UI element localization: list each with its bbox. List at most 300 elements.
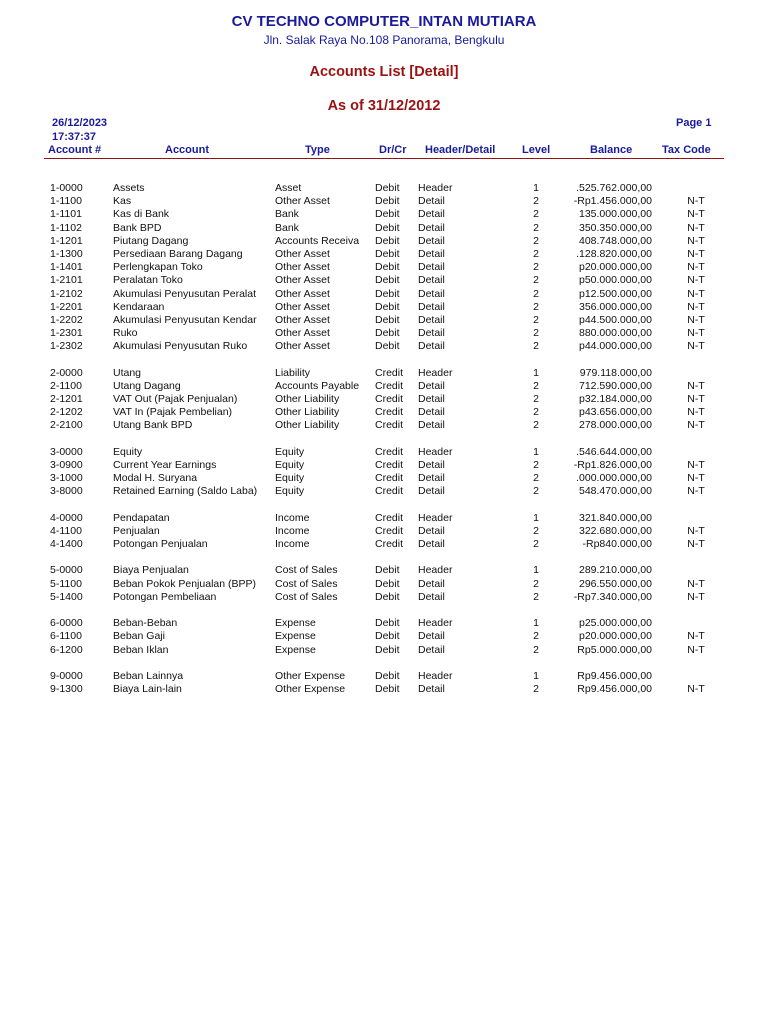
cell-type: Equity: [275, 472, 305, 485]
account-group: [0, 512, 768, 552]
account-group: [0, 564, 768, 604]
cell-account-name: Kas di Bank: [113, 208, 170, 221]
cell-account-name: Potongan Pembeliaan: [113, 590, 217, 603]
cell-tax-code: N-T: [687, 485, 705, 498]
cell-header-detail: Detail: [418, 274, 445, 287]
cell-header-detail: Detail: [418, 577, 445, 590]
table-row: [0, 340, 768, 353]
cell-balance: p25.000.000,00: [579, 617, 652, 630]
cell-account-number: 1-1201: [50, 234, 83, 247]
cell-level: 2: [533, 538, 539, 551]
cell-balance: -Rp840.000,00: [582, 538, 652, 551]
cell-account-number: 1-2302: [50, 340, 83, 353]
cell-account-name: Akumulasi Penyusutan Ruko: [113, 340, 248, 353]
cell-account-name: Perlengkapan Toko: [113, 261, 203, 274]
cell-header-detail: Detail: [418, 234, 445, 247]
cell-account-name: Pendapatan: [113, 511, 170, 524]
cell-drcr: Credit: [375, 524, 404, 537]
cell-balance: 548.470.000,00: [579, 485, 652, 498]
table-row: [0, 274, 768, 287]
cell-level: 2: [533, 327, 539, 340]
cell-level: 2: [533, 406, 539, 419]
cell-type: Other Asset: [275, 340, 330, 353]
cell-level: 2: [533, 234, 539, 247]
cell-header-detail: Header: [418, 366, 453, 379]
accounts-table: [0, 182, 768, 710]
cell-level: 2: [533, 630, 539, 643]
cell-level: 2: [533, 247, 539, 260]
col-drcr: Dr/Cr: [379, 144, 407, 156]
cell-header-detail: Detail: [418, 313, 445, 326]
cell-header-detail: Detail: [418, 247, 445, 260]
cell-drcr: Credit: [375, 393, 404, 405]
table-row: [0, 222, 768, 235]
table-row: [0, 591, 768, 604]
cell-tax-code: N-T: [687, 538, 705, 551]
cell-tax-code: N-T: [687, 643, 705, 656]
cell-drcr: Credit: [375, 458, 404, 471]
cell-tax-code: N-T: [687, 379, 705, 392]
table-row: [0, 617, 768, 630]
cell-type: Accounts Payable: [275, 379, 360, 392]
cell-drcr: Debit: [375, 221, 400, 234]
cell-account-name: Modal H. Suryana: [113, 472, 198, 485]
cell-tax-code: N-T: [687, 458, 705, 471]
cell-drcr: Credit: [375, 406, 404, 419]
cell-header-detail: Detail: [418, 221, 445, 234]
table-row: [0, 419, 768, 432]
cell-tax-code: N-T: [687, 234, 705, 247]
cell-level: 2: [533, 261, 539, 274]
table-row: [0, 195, 768, 208]
cell-header-detail: Detail: [418, 419, 445, 432]
cell-type: Expense: [275, 630, 316, 643]
cell-header-detail: Detail: [418, 393, 445, 405]
cell-account-name: Ruko: [113, 327, 138, 340]
cell-type: Other Asset: [275, 287, 330, 300]
cell-tax-code: N-T: [687, 300, 705, 313]
cell-type: Income: [275, 538, 310, 551]
cell-type: Accounts Receiva: [275, 234, 360, 247]
col-account-number: Account #: [48, 144, 102, 156]
table-row: [0, 248, 768, 261]
table-row: [0, 644, 768, 657]
cell-balance: 350.350.000,00: [579, 221, 652, 234]
cell-tax-code: N-T: [687, 393, 705, 405]
cell-balance: p32.184.000,00: [579, 393, 652, 405]
header-divider: [44, 158, 724, 159]
cell-header-detail: Header: [418, 445, 453, 458]
cell-header-detail: Detail: [418, 538, 445, 551]
col-account: Account: [165, 144, 209, 156]
cell-account-number: 5-1100: [50, 577, 82, 590]
cell-balance: p20.000.000,00: [579, 261, 652, 274]
cell-level: 2: [533, 393, 539, 405]
cell-level: 2: [533, 590, 539, 603]
cell-header-detail: Detail: [418, 524, 445, 537]
cell-header-detail: Detail: [418, 208, 445, 221]
cell-header-detail: Detail: [418, 379, 445, 392]
cell-balance: .128.820.000,00: [576, 247, 652, 260]
cell-level: 2: [533, 221, 539, 234]
cell-drcr: Credit: [375, 419, 404, 432]
cell-drcr: Credit: [375, 538, 404, 551]
cell-drcr: Debit: [375, 208, 400, 221]
cell-balance: -Rp1.826.000,00: [573, 458, 652, 471]
cell-drcr: Debit: [375, 261, 400, 274]
cell-header-detail: Detail: [418, 300, 445, 313]
cell-header-detail: Detail: [418, 195, 445, 208]
cell-tax-code: N-T: [687, 195, 705, 208]
cell-header-detail: Header: [418, 511, 453, 524]
page-number: Page 1: [676, 117, 712, 129]
cell-tax-code: N-T: [687, 340, 705, 353]
cell-tax-code: N-T: [687, 274, 705, 287]
cell-level: 2: [533, 300, 539, 313]
cell-header-detail: Detail: [418, 472, 445, 485]
cell-drcr: Debit: [375, 577, 400, 590]
account-group: [0, 182, 768, 353]
cell-tax-code: N-T: [687, 590, 705, 603]
cell-level: 2: [533, 458, 539, 471]
cell-header-detail: Detail: [418, 327, 445, 340]
cell-account-number: 1-1100: [50, 195, 82, 208]
cell-account-name: Peralatan Toko: [113, 274, 183, 287]
cell-drcr: Debit: [375, 234, 400, 247]
table-row: [0, 380, 768, 393]
cell-balance: p44.000.000,00: [579, 340, 652, 353]
cell-tax-code: N-T: [687, 524, 705, 537]
col-tax-code: Tax Code: [662, 144, 711, 156]
cell-drcr: Debit: [375, 313, 400, 326]
cell-account-number: 1-2202: [50, 313, 83, 326]
table-row: [0, 314, 768, 327]
cell-balance: -Rp7.340.000,00: [573, 590, 652, 603]
cell-level: 2: [533, 683, 539, 696]
table-row: [0, 208, 768, 221]
cell-type: Other Asset: [275, 195, 330, 208]
cell-drcr: Debit: [375, 247, 400, 260]
cell-drcr: Debit: [375, 340, 400, 353]
cell-header-detail: Detail: [418, 683, 445, 696]
table-row: [0, 459, 768, 472]
cell-account-number: 2-0000: [50, 366, 83, 379]
cell-balance: 356.000.000,00: [579, 300, 652, 313]
table-row: [0, 485, 768, 498]
cell-header-detail: Detail: [418, 261, 445, 274]
cell-tax-code: N-T: [687, 261, 705, 274]
cell-drcr: Credit: [375, 366, 404, 379]
table-row: [0, 578, 768, 591]
cell-tax-code: N-T: [687, 247, 705, 260]
cell-account-name: Beban Lainnya: [113, 669, 184, 682]
cell-balance: 321.840.000,00: [579, 511, 652, 524]
cell-type: Liability: [275, 366, 311, 379]
cell-balance: p12.500.000,00: [579, 287, 652, 300]
cell-header-detail: Detail: [418, 485, 445, 498]
cell-header-detail: Header: [418, 669, 453, 682]
cell-type: Other Liability: [275, 419, 340, 432]
cell-account-name: Biaya Lain-lain: [113, 683, 182, 696]
cell-account-number: 4-0000: [50, 511, 83, 524]
cell-balance: 408.748.000,00: [579, 234, 652, 247]
cell-header-detail: Header: [418, 564, 453, 577]
cell-level: 1: [533, 445, 539, 458]
cell-balance: -Rp1.456.000,00: [573, 195, 652, 208]
cell-balance: .525.762.000,00: [576, 182, 652, 194]
cell-header-detail: Detail: [418, 590, 445, 603]
cell-tax-code: N-T: [687, 630, 705, 643]
cell-header-detail: Detail: [418, 287, 445, 300]
cell-account-name: Retained Earning (Saldo Laba): [113, 485, 258, 498]
cell-header-detail: Detail: [418, 406, 445, 419]
account-group: [0, 446, 768, 499]
col-header-detail: Header/Detail: [425, 144, 496, 156]
table-row: [0, 235, 768, 248]
cell-account-name: Current Year Earnings: [113, 458, 217, 471]
account-group: [0, 617, 768, 657]
cell-type: Cost of Sales: [275, 577, 338, 590]
cell-account-number: 1-2201: [50, 300, 83, 313]
cell-account-number: 3-0900: [50, 458, 83, 471]
cell-level: 2: [533, 485, 539, 498]
cell-drcr: Debit: [375, 182, 400, 194]
cell-balance: Rp5.000.000,00: [577, 643, 652, 656]
cell-account-number: 5-0000: [50, 564, 83, 577]
cell-account-name: Bank BPD: [113, 221, 162, 234]
cell-level: 2: [533, 274, 539, 287]
cell-tax-code: N-T: [687, 327, 705, 340]
cell-type: Bank: [275, 221, 299, 234]
cell-type: Other Asset: [275, 327, 330, 340]
account-group: [0, 367, 768, 433]
cell-account-number: 1-1401: [50, 261, 83, 274]
cell-account-name: Beban Gaji: [113, 630, 165, 643]
cell-account-name: Persediaan Barang Dagang: [113, 247, 243, 260]
cell-type: Other Liability: [275, 406, 340, 419]
cell-drcr: Debit: [375, 195, 400, 208]
cell-balance: p20.000.000,00: [579, 630, 652, 643]
cell-drcr: Debit: [375, 274, 400, 287]
cell-tax-code: N-T: [687, 577, 705, 590]
table-row: [0, 512, 768, 525]
cell-level: 1: [533, 511, 539, 524]
cell-level: 2: [533, 287, 539, 300]
cell-account-number: 6-1200: [50, 643, 83, 656]
cell-drcr: Credit: [375, 472, 404, 485]
cell-type: Other Asset: [275, 313, 330, 326]
cell-account-name: Biaya Penjualan: [113, 564, 189, 577]
cell-account-number: 3-0000: [50, 445, 83, 458]
cell-account-number: 2-2100: [50, 419, 83, 432]
table-row: [0, 261, 768, 274]
cell-level: 2: [533, 208, 539, 221]
cell-balance: p50.000.000,00: [579, 274, 652, 287]
cell-header-detail: Header: [418, 617, 453, 630]
cell-balance: Rp9.456.000,00: [577, 669, 652, 682]
cell-level: 2: [533, 313, 539, 326]
cell-drcr: Debit: [375, 300, 400, 313]
cell-level: 2: [533, 340, 539, 353]
company-name: CV TECHNO COMPUTER_INTAN MUTIARA: [231, 13, 537, 30]
cell-level: 1: [533, 617, 539, 630]
print-date: 26/12/2023: [52, 117, 108, 129]
cell-balance: 278.000.000,00: [579, 419, 652, 432]
cell-tax-code: N-T: [687, 221, 705, 234]
cell-account-name: Beban Iklan: [113, 643, 169, 656]
cell-drcr: Debit: [375, 643, 400, 656]
cell-drcr: Debit: [375, 564, 400, 577]
cell-balance: 322.680.000,00: [579, 524, 652, 537]
cell-drcr: Debit: [375, 630, 400, 643]
cell-account-number: 6-0000: [50, 617, 83, 630]
table-row: [0, 406, 768, 419]
cell-level: 1: [533, 366, 539, 379]
cell-type: Cost of Sales: [275, 590, 338, 603]
cell-type: Other Asset: [275, 274, 330, 287]
cell-type: Income: [275, 524, 310, 537]
table-row: [0, 538, 768, 551]
cell-level: 1: [533, 182, 539, 194]
cell-account-name: Kas: [113, 195, 132, 208]
table-row: [0, 525, 768, 538]
cell-account-number: 2-1202: [50, 406, 83, 419]
table-row: [0, 301, 768, 314]
cell-type: Equity: [275, 458, 305, 471]
cell-type: Expense: [275, 643, 316, 656]
cell-tax-code: N-T: [687, 683, 705, 696]
cell-drcr: Credit: [375, 511, 404, 524]
cell-type: Bank: [275, 208, 299, 221]
cell-account-name: Akumulasi Penyusutan Kendar: [113, 313, 257, 326]
cell-type: Cost of Sales: [275, 564, 338, 577]
cell-tax-code: N-T: [687, 313, 705, 326]
table-row: [0, 630, 768, 643]
cell-tax-code: N-T: [687, 419, 705, 432]
table-row: [0, 446, 768, 459]
cell-account-name: Penjualan: [113, 524, 160, 537]
cell-tax-code: N-T: [687, 472, 705, 485]
cell-header-detail: Detail: [418, 643, 445, 656]
cell-type: Other Asset: [275, 247, 330, 260]
cell-account-number: 6-1100: [50, 630, 82, 643]
cell-account-number: 4-1100: [50, 524, 82, 537]
cell-drcr: Debit: [375, 590, 400, 603]
cell-account-name: Utang Bank BPD: [113, 419, 193, 432]
cell-type: Other Expense: [275, 669, 346, 682]
table-row: [0, 327, 768, 340]
col-balance: Balance: [590, 144, 633, 156]
cell-level: 2: [533, 195, 539, 208]
cell-account-number: 3-1000: [50, 472, 83, 485]
cell-level: 2: [533, 419, 539, 432]
table-row: [0, 472, 768, 485]
table-row: [0, 393, 768, 406]
cell-type: Other Expense: [275, 683, 346, 696]
cell-balance: .000.000.000,00: [576, 472, 652, 485]
cell-account-number: 1-1101: [50, 208, 82, 221]
cell-account-number: 1-1300: [50, 247, 83, 260]
col-type: Type: [305, 144, 330, 156]
cell-tax-code: N-T: [687, 208, 705, 221]
report-title: Accounts List [Detail]: [309, 64, 459, 80]
cell-balance: 712.590.000,00: [579, 379, 652, 392]
cell-level: 2: [533, 379, 539, 392]
cell-header-detail: Detail: [418, 458, 445, 471]
table-row: [0, 288, 768, 301]
cell-account-number: 1-2101: [50, 274, 83, 287]
cell-account-name: Kendaraan: [113, 300, 165, 313]
cell-drcr: Debit: [375, 287, 400, 300]
report-date: As of 31/12/2012: [327, 98, 441, 114]
cell-account-number: 5-1400: [50, 590, 83, 603]
cell-account-number: 1-2301: [50, 327, 83, 340]
cell-account-name: Assets: [113, 182, 145, 194]
cell-drcr: Debit: [375, 669, 400, 682]
print-time: 17:37:37: [52, 131, 97, 143]
cell-account-name: Utang: [113, 366, 142, 379]
cell-account-number: 2-1100: [50, 379, 82, 392]
company-address: Jln. Salak Raya No.108 Panorama, Bengkulu: [263, 33, 505, 47]
table-row: [0, 683, 768, 696]
cell-account-name: Beban-Beban: [113, 617, 178, 630]
cell-account-name: Utang Dagang: [113, 379, 181, 392]
cell-account-number: 2-1201: [50, 393, 83, 405]
cell-type: Other Asset: [275, 300, 330, 313]
cell-type: Other Asset: [275, 261, 330, 274]
cell-balance: .546.644.000,00: [576, 445, 652, 458]
cell-level: 1: [533, 564, 539, 577]
cell-account-name: Akumulasi Penyusutan Peralat: [113, 287, 256, 300]
cell-account-number: 9-1300: [50, 683, 83, 696]
cell-balance: 979.118.000,00: [579, 366, 652, 379]
cell-account-number: 1-2102: [50, 287, 83, 300]
table-row: [0, 564, 768, 577]
cell-account-name: VAT In (Pajak Pembelian): [113, 406, 233, 419]
cell-balance: 289.210.000,00: [579, 564, 652, 577]
cell-header-detail: Header: [418, 182, 453, 194]
cell-balance: 296.550.000,00: [579, 577, 652, 590]
cell-type: Other Liability: [275, 393, 340, 405]
cell-level: 2: [533, 524, 539, 537]
table-row: [0, 670, 768, 683]
cell-drcr: Debit: [375, 683, 400, 696]
cell-account-name: Potongan Penjualan: [113, 538, 208, 551]
cell-account-number: 1-1102: [50, 221, 82, 234]
cell-balance: 135.000.000,00: [579, 208, 652, 221]
cell-level: 2: [533, 472, 539, 485]
cell-level: 1: [533, 669, 539, 682]
cell-type: Income: [275, 511, 310, 524]
account-group: [0, 670, 768, 696]
cell-level: 2: [533, 643, 539, 656]
cell-tax-code: N-T: [687, 287, 705, 300]
cell-account-name: Piutang Dagang: [113, 234, 189, 247]
col-level: Level: [522, 144, 551, 156]
cell-drcr: Credit: [375, 485, 404, 498]
cell-type: Equity: [275, 485, 305, 498]
cell-account-name: VAT Out (Pajak Penjualan): [113, 393, 238, 405]
cell-balance: Rp9.456.000,00: [577, 683, 652, 696]
column-header-row: [0, 144, 768, 158]
cell-tax-code: N-T: [687, 406, 705, 419]
cell-drcr: Debit: [375, 617, 400, 630]
table-row: [0, 367, 768, 380]
cell-type: Expense: [275, 617, 316, 630]
cell-drcr: Credit: [375, 445, 404, 458]
cell-account-number: 4-1400: [50, 538, 83, 551]
cell-account-name: Equity: [113, 445, 143, 458]
